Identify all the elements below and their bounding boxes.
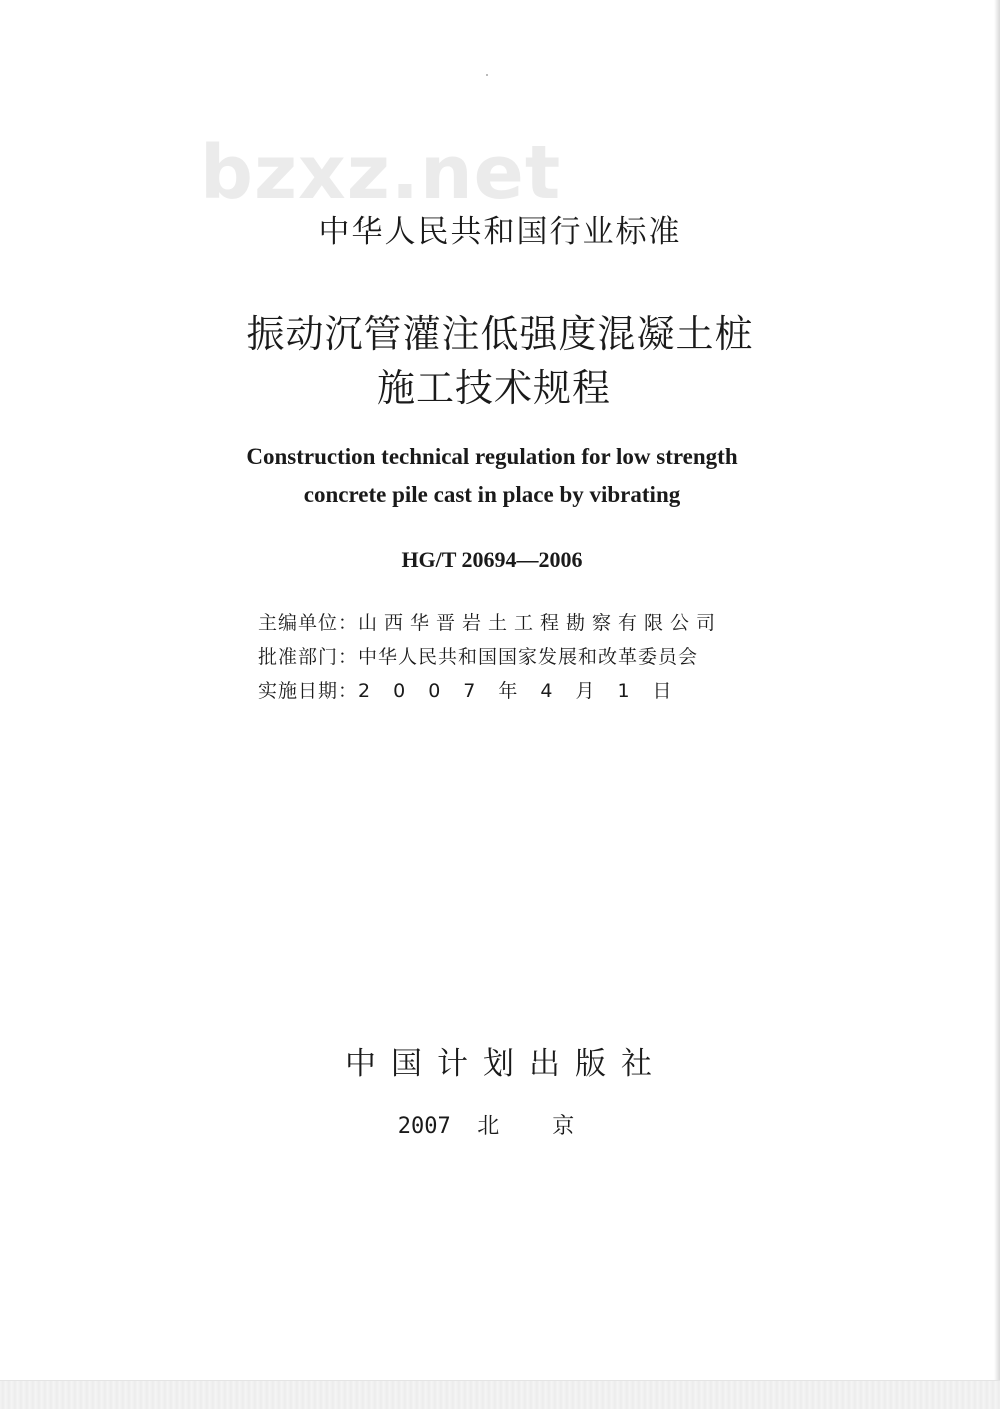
title-english-line-1: Construction technical regulation for low strength <box>246 444 738 469</box>
title-english-line-2: concrete pile cast in place by vibrating <box>303 482 681 507</box>
effective-date-value: 2007年4月1日 <box>358 680 695 702</box>
title-chinese-line-2: 施工技术规程 <box>376 366 611 410</box>
effective-date-label: 实施日期： <box>258 680 359 702</box>
effective-date-row <box>258 677 738 705</box>
editor-unit-value: 山西华晋岩土工程勘察有限公司 <box>358 612 723 634</box>
scan-bottom-strip <box>0 1380 1000 1409</box>
title-chinese-line-1: 振动沉管灌注低强度混凝土桩 <box>246 312 754 356</box>
watermark: bzxz.net <box>200 130 562 216</box>
industry-standard-heading: 中华人民共和国行业标准 <box>318 214 682 250</box>
scan-speck <box>486 74 488 76</box>
editor-unit-row <box>258 609 738 637</box>
publication-year-place: 2007 北 京 <box>397 1114 575 1139</box>
standard-code: HG/T 20694—2006 <box>401 547 583 572</box>
approval-dept-row <box>258 643 738 671</box>
publisher-name: 中国计划出版社 <box>345 1046 667 1082</box>
approval-dept-label: 批准部门： <box>258 646 359 668</box>
editor-unit-label: 主编单位： <box>258 612 359 634</box>
page-edge-shadow <box>994 0 1000 1409</box>
approval-dept-value: 中华人民共和国国家发展和改革委员会 <box>358 646 699 668</box>
